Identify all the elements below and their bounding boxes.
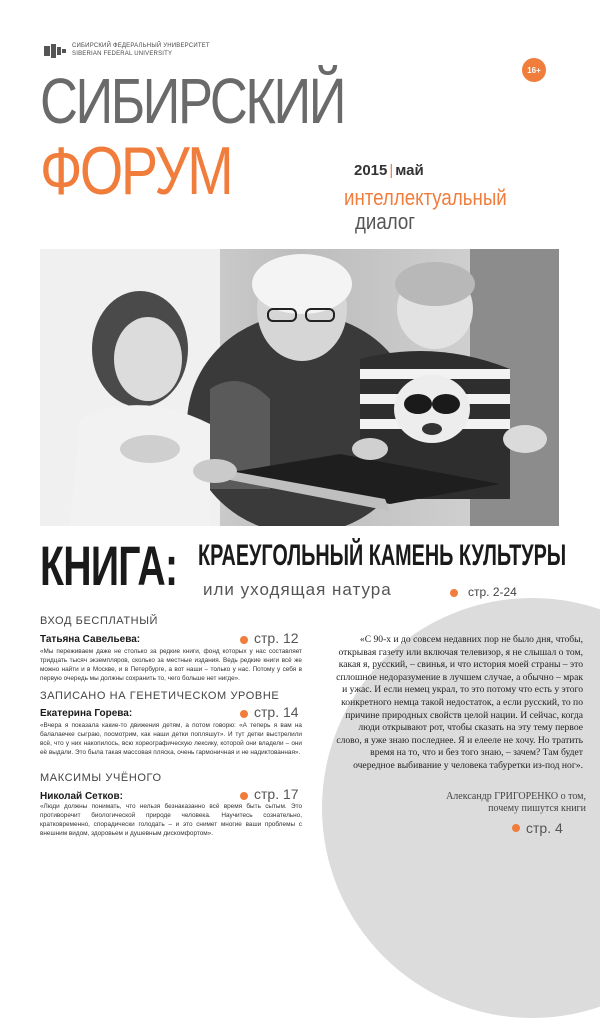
university-name-ru: СИБИРСКИЙ ФЕДЕРАЛЬНЫЙ УНИВЕРСИТЕТ [72,43,210,49]
section-author-1: Татьяна Савельева: [40,634,141,645]
bullet-dot-icon [512,824,520,832]
issue-separator: | [389,162,394,179]
headline-subtitle: или уходящая натура [203,580,392,599]
bullet-dot-icon [240,710,248,718]
quote-author-line1: Александр ГРИГОРЕНКО о том, [446,791,586,802]
section-text-2: «Вчера я показала какие-то движения детям, а потом говорю: «А теперь я вам на балалаечке сыграю, посмотрим, как наши детки попляшут». И тут детки выстрелили всё, что у них накопилось, всю хореографическую лексику, которой они владели – они её выдали. Это была такая массовая пляска, очень гармоничная и не надиктованная». [40,722,302,756]
university-logo-icon [44,44,68,58]
section-author-2: Екатерина Горева: [40,708,133,719]
section-author-3: Николай Сетков: [40,791,123,802]
headline-main: КНИГА: [40,534,178,597]
headline-pages: стр. 2-24 [468,585,517,599]
university-name [72,43,210,58]
issue-month: май [395,162,424,179]
tagline-line1: интеллектуальный [344,185,507,210]
quote-author-line2: почему пишутся книги [488,803,586,814]
masthead-title-line2: ФОРУМ [40,133,232,209]
quote-text: «С 90-х и до совсем недавних пор не было дня, чтобы, открывая газету или включая телевизор, я не слышал о том, какая я, русский, – свинья, и что история моей страны – это сплошное недоразумение в лучшем случае, а обычно – мрак и ужас. И если немец украл, то это потому что есть у этого конкретного немца такой недостаток, а если русский, то по причине природных свойств целой нации. И сейчас, когда люди открывают рот, чтобы сказать на эту тему первое слово, я уже знаю последнее. Я и елееле не хочу. Но тратить время на то, что и без того знаю, – зачем? Там будет очередное выбивание у человека табуретки из-под ног». [336,634,583,771]
quote-page: стр. 4 [526,820,563,836]
bullet-dot-icon [240,792,248,800]
section-title-3: МАКСИМЫ УЧЁНОГО [40,772,162,784]
quote-author [330,791,586,815]
bullet-dot-icon [240,636,248,644]
tagline-line2: диалог [355,209,416,234]
cover-photo [40,249,559,526]
section-page-3: стр. 17 [254,786,299,802]
headline-secondary: КРАЕУГОЛЬНЫЙ КАМЕНЬ КУЛЬТУРЫ [198,539,567,572]
section-title-1: ВХОД БЕСПЛАТНЫЙ [40,615,159,627]
age-rating-badge: 16+ [522,58,546,82]
university-name-en: SIBERIAN FEDERAL UNIVERSITY [72,50,173,57]
section-text-3: «Люди должны понимать, что нельзя безнаказанно всё время быть сытым. Это противоречит биологической природе человека. Научитесь сознательно, кратковременно, спорадически голодать – и это снимет многие ваши проблемы с внешним видом, здоровьем и душевным дискомфортом». [40,803,302,837]
issue-year: 2015 [354,162,388,179]
masthead-title-line1: СИБИРСКИЙ [40,65,344,137]
bullet-dot-icon [450,589,458,597]
cover-photo-illustration [40,249,559,526]
section-title-2: ЗАПИСАНО НА ГЕНЕТИЧЕСКОМ УРОВНЕ [40,690,280,702]
issue-date [354,162,424,179]
section-page-2: стр. 14 [254,704,299,720]
section-page-1: стр. 12 [254,630,299,646]
section-text-1: «Мы переживаем даже не столько за редкие книги, фонд которых у нас составляет тридцать тысяч экземпляров, сколько за местные издания. Ведь редкие книги всё же можно найти и в Москве, и в Петербурге, а вот наши – только у нас. Потому у себя в первую очередь мы должны сохранить то, чего больше нет нигде». [40,648,302,682]
